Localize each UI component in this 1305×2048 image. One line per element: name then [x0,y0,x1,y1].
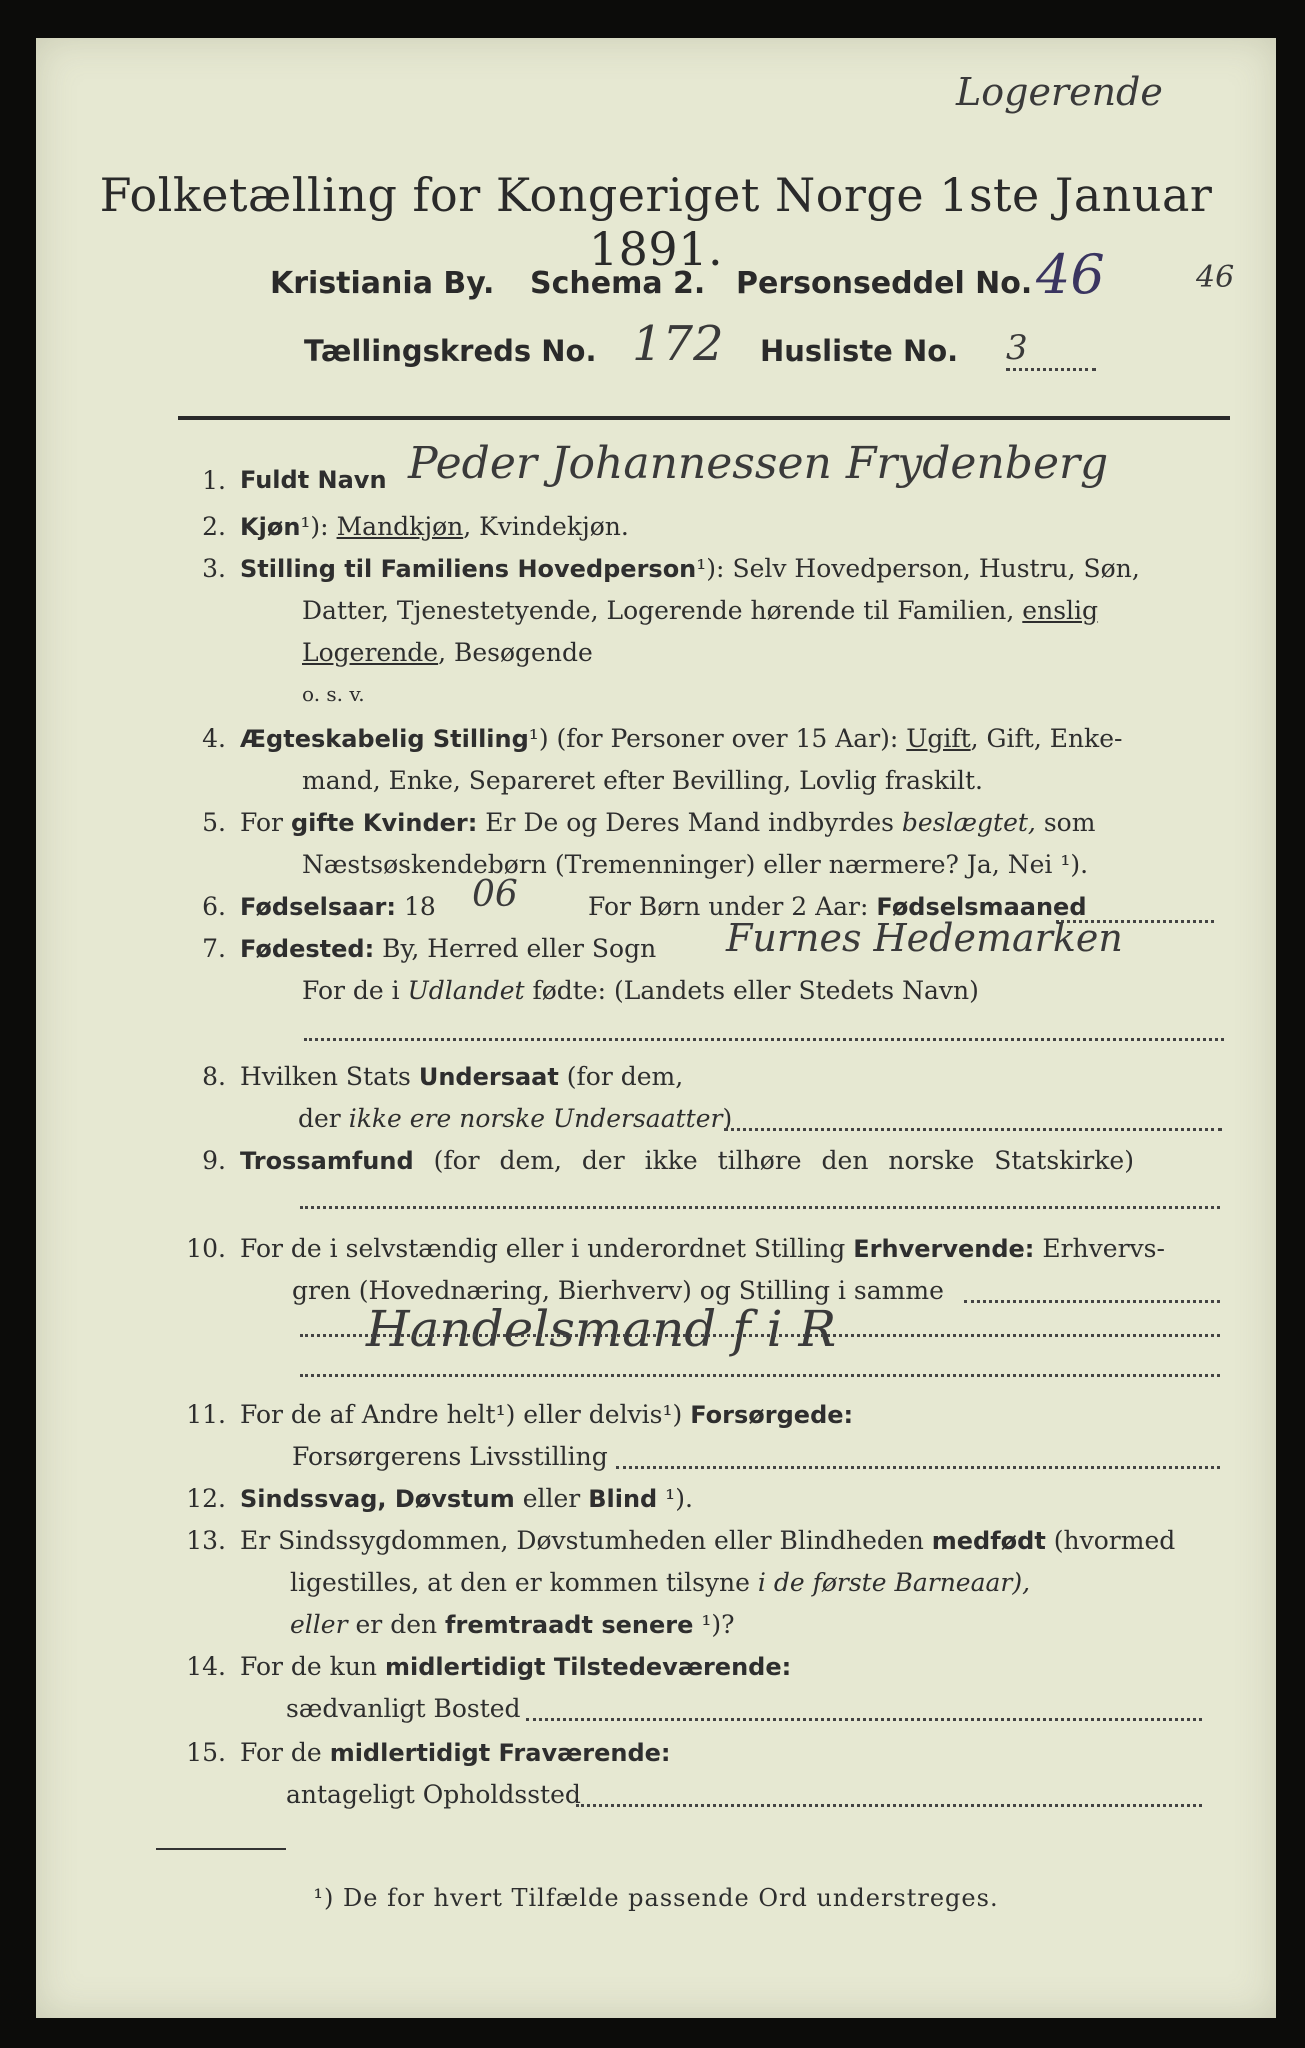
trossamfund-dots [300,1206,1220,1209]
text: (for Personer over 15 Aar): [556,724,899,753]
footnote-rule [156,1848,286,1850]
item-number: 13. [186,1526,226,1555]
text: By, Herred eller Sogn [382,934,657,963]
text: For de af Andre helt¹) eller delvis¹) [240,1400,683,1429]
personseddel-label: Personseddel No. [736,266,1033,301]
text-beslaegtet: beslægtet, [901,808,1036,837]
item-6-line-1 [240,892,436,921]
options-line-2: Datter, Tjenestetyende, Logerende hørende til Familien, [302,596,1015,625]
option-rest: , Kvindekjøn. [463,512,629,541]
item-number: 1. [202,466,226,495]
item-12-line-1 [240,1484,693,1513]
text: Hvilken Stats [240,1062,411,1091]
label-fuldt-navn: Fuldt Navn [240,466,387,494]
handwritten-occupation: Handelsmand f i R [366,1300,837,1358]
options-line-2: mand, Enke, Separeret efter Bevilling, Lovlig fraskilt. [302,766,983,795]
handwritten-name: Peder Johannessen Frydenberg [408,438,1109,489]
label-blind: Blind [588,1485,658,1513]
handwritten-personseddel-margin: 46 [1196,260,1235,295]
year-prefix: 18 [403,892,436,921]
header-rule [178,416,1230,420]
item-4-line-2 [302,766,983,795]
item-number: 2. [202,512,226,541]
footnote: ¹) De for hvert Tilfælde passende Ord understreges. [313,1884,999,1912]
text: (for dem, [566,1062,684,1091]
text-eller: eller [290,1610,348,1639]
text: For de [240,1738,322,1767]
item-14-line-2 [286,1694,521,1723]
text: fødte: (Landets eller Stedets Navn) [532,976,979,1005]
label-erhvervende: Erhvervende: [853,1235,1035,1263]
item-number: 10. [186,1234,226,1263]
label-fodselsaar: Fødselsaar: [240,893,396,921]
text: Er De og Deres Mand indbyrdes [485,808,894,837]
text: eller [522,1484,581,1513]
text: antageligt Opholdssted [286,1780,581,1809]
sup: ¹) [528,724,549,753]
item-15-line-1 [240,1738,671,1767]
option-logerende: Logerende [302,638,439,667]
option-ugift: Ugift [906,724,971,753]
opholdssted-dots [576,1804,1202,1807]
item-number: 12. [186,1484,226,1513]
item-8-line-1 [240,1062,683,1091]
text: sædvanligt Bosted [286,1694,521,1723]
option-besogende: , Besøgende [438,638,593,667]
handwritten-birth-year: 06 [472,874,518,915]
item-13-line-1 [240,1526,1175,1555]
item-number: 6. [202,892,226,921]
text: Næstsøskendebørn (Tremenninger) eller nærmere? Ja, Nei ¹). [302,850,1089,879]
label-aegteskabelig: Ægteskabelig Stilling [240,725,529,753]
item-15-line-2 [286,1780,581,1809]
label-kjon: Kjøn [240,513,301,541]
erhverv-dots-2 [300,1334,1220,1337]
label-trossamfund: Trossamfund [240,1147,414,1175]
schema-label: Schema 2. [530,266,706,301]
item-number: 7. [202,934,226,963]
text: der [298,1104,341,1133]
city-label: Kristiania By. [270,266,495,301]
item-9-line-1 [240,1146,1134,1175]
item-11-line-1 [240,1400,853,1429]
forsorger-dots [616,1466,1220,1469]
text: ) [722,1104,733,1133]
label-sindssvag: Sindssvag, Døvstum [240,1485,515,1513]
sup: ¹): [300,512,329,541]
item-8-line-2 [298,1104,732,1133]
text: ligestilles, at den er kommen tilsyne [290,1568,750,1597]
item-3-line-2 [302,596,1098,625]
text-forste-barneaar: i de første Barneaar), [757,1568,1031,1597]
husliste-dots [1006,368,1096,371]
form-title: Folketælling for Kongeriget Norge 1ste Januar 1891. [99,168,1213,276]
text: (hvormed [1053,1526,1176,1555]
handwritten-personseddel-no: 46 [1036,243,1105,306]
erhverv-dots-3 [300,1374,1220,1377]
handwritten-taellingskreds-no: 172 [632,316,724,372]
text-ikke-norske: ikke ere norske Undersaatter [348,1104,723,1133]
label-stilling: Stilling til Familiens Hovedperson [240,555,697,583]
item-3-line-4 [302,682,365,706]
label-undersaat: Undersaat [418,1063,559,1091]
text: gren (Hovednæring, Bierhverv) og Stilling i samme [292,1276,944,1305]
handwritten-birthplace: Furnes Hedemarken [726,916,1123,960]
item-14-line-1 [240,1652,791,1681]
option-enslig: enslig [1022,596,1099,625]
text: For de kun [240,1652,378,1681]
item-7-line-2 [302,976,979,1005]
bosted-dots [526,1718,1202,1721]
item-5-line-1 [240,808,1095,837]
item-number: 9. [202,1146,226,1175]
husliste-label: Husliste No. [760,334,959,368]
label-forsorgede: Forsørgede: [690,1401,854,1429]
item-number: 11. [186,1400,226,1429]
item-number: 3. [202,554,226,583]
text: For de i [302,976,400,1005]
item-4-line-1 [240,724,1122,753]
text: er den [355,1610,438,1639]
text: (for dem, der ikke tilhøre den norske Statskirke) [433,1146,1134,1175]
label-medfodt: medfødt [931,1527,1046,1555]
handwritten-logerende: Logerende [956,70,1163,114]
label-tilstedevaerende: midlertidigt Tilstedeværende: [384,1653,792,1681]
undersaat-dots [724,1128,1222,1131]
item-10-line-1 [240,1234,1165,1263]
text: Erhvervs- [1042,1234,1165,1263]
label-fodested: Fødested: [240,935,375,963]
text: For de i selvstændig eller i underordnet Stilling [240,1234,846,1263]
etc: o. s. v. [302,682,365,706]
item-13-line-3 [290,1610,735,1639]
item-2-text [240,512,629,541]
label-fodselsmaaned: Fødselsmaaned [876,893,1087,921]
item-7-line-1 [240,934,656,963]
item-11-line-2 [292,1442,608,1471]
item-13-line-2 [290,1568,1030,1597]
foreign-birthplace-dots [304,1038,1224,1041]
options-line-1: Selv Hovedperson, Hustru, Søn, [732,554,1140,583]
erhverv-dots-1 [964,1300,1220,1303]
text: For Børn under 2 Aar: [588,892,869,921]
sup: ¹): [696,554,725,583]
label-fremtraadt: fremtraadt senere [445,1611,694,1639]
item-3-line-3 [302,638,593,667]
item-5-line-2 [302,850,1088,879]
item-number: 4. [202,724,226,753]
text: Er Sindssygdommen, Døvstumheden eller Blindheden [240,1526,924,1555]
item-number: 15. [186,1738,226,1767]
text: som [1043,808,1096,837]
item-number: 5. [202,808,226,837]
sup: ¹)? [701,1610,735,1639]
taellingskreds-label: Tællingskreds No. [304,334,597,368]
text: , Gift, Enke- [970,724,1123,753]
text: For [240,808,283,837]
label-fravaerende: midlertidigt Fraværende: [329,1739,671,1767]
item-number: 14. [186,1652,226,1681]
item-3-line-1 [240,554,1140,583]
option-mandkjon: Mandkjøn [336,512,464,541]
census-form-page [36,38,1276,2018]
text-udlandet: Udlandet [407,976,525,1005]
sup: ¹). [665,1484,693,1513]
text: Forsørgerens Livsstilling [292,1442,608,1471]
handwritten-husliste-no: 3 [1006,328,1028,368]
item-number: 8. [202,1062,226,1091]
label-gifte-kvinder: gifte Kvinder: [290,809,478,837]
